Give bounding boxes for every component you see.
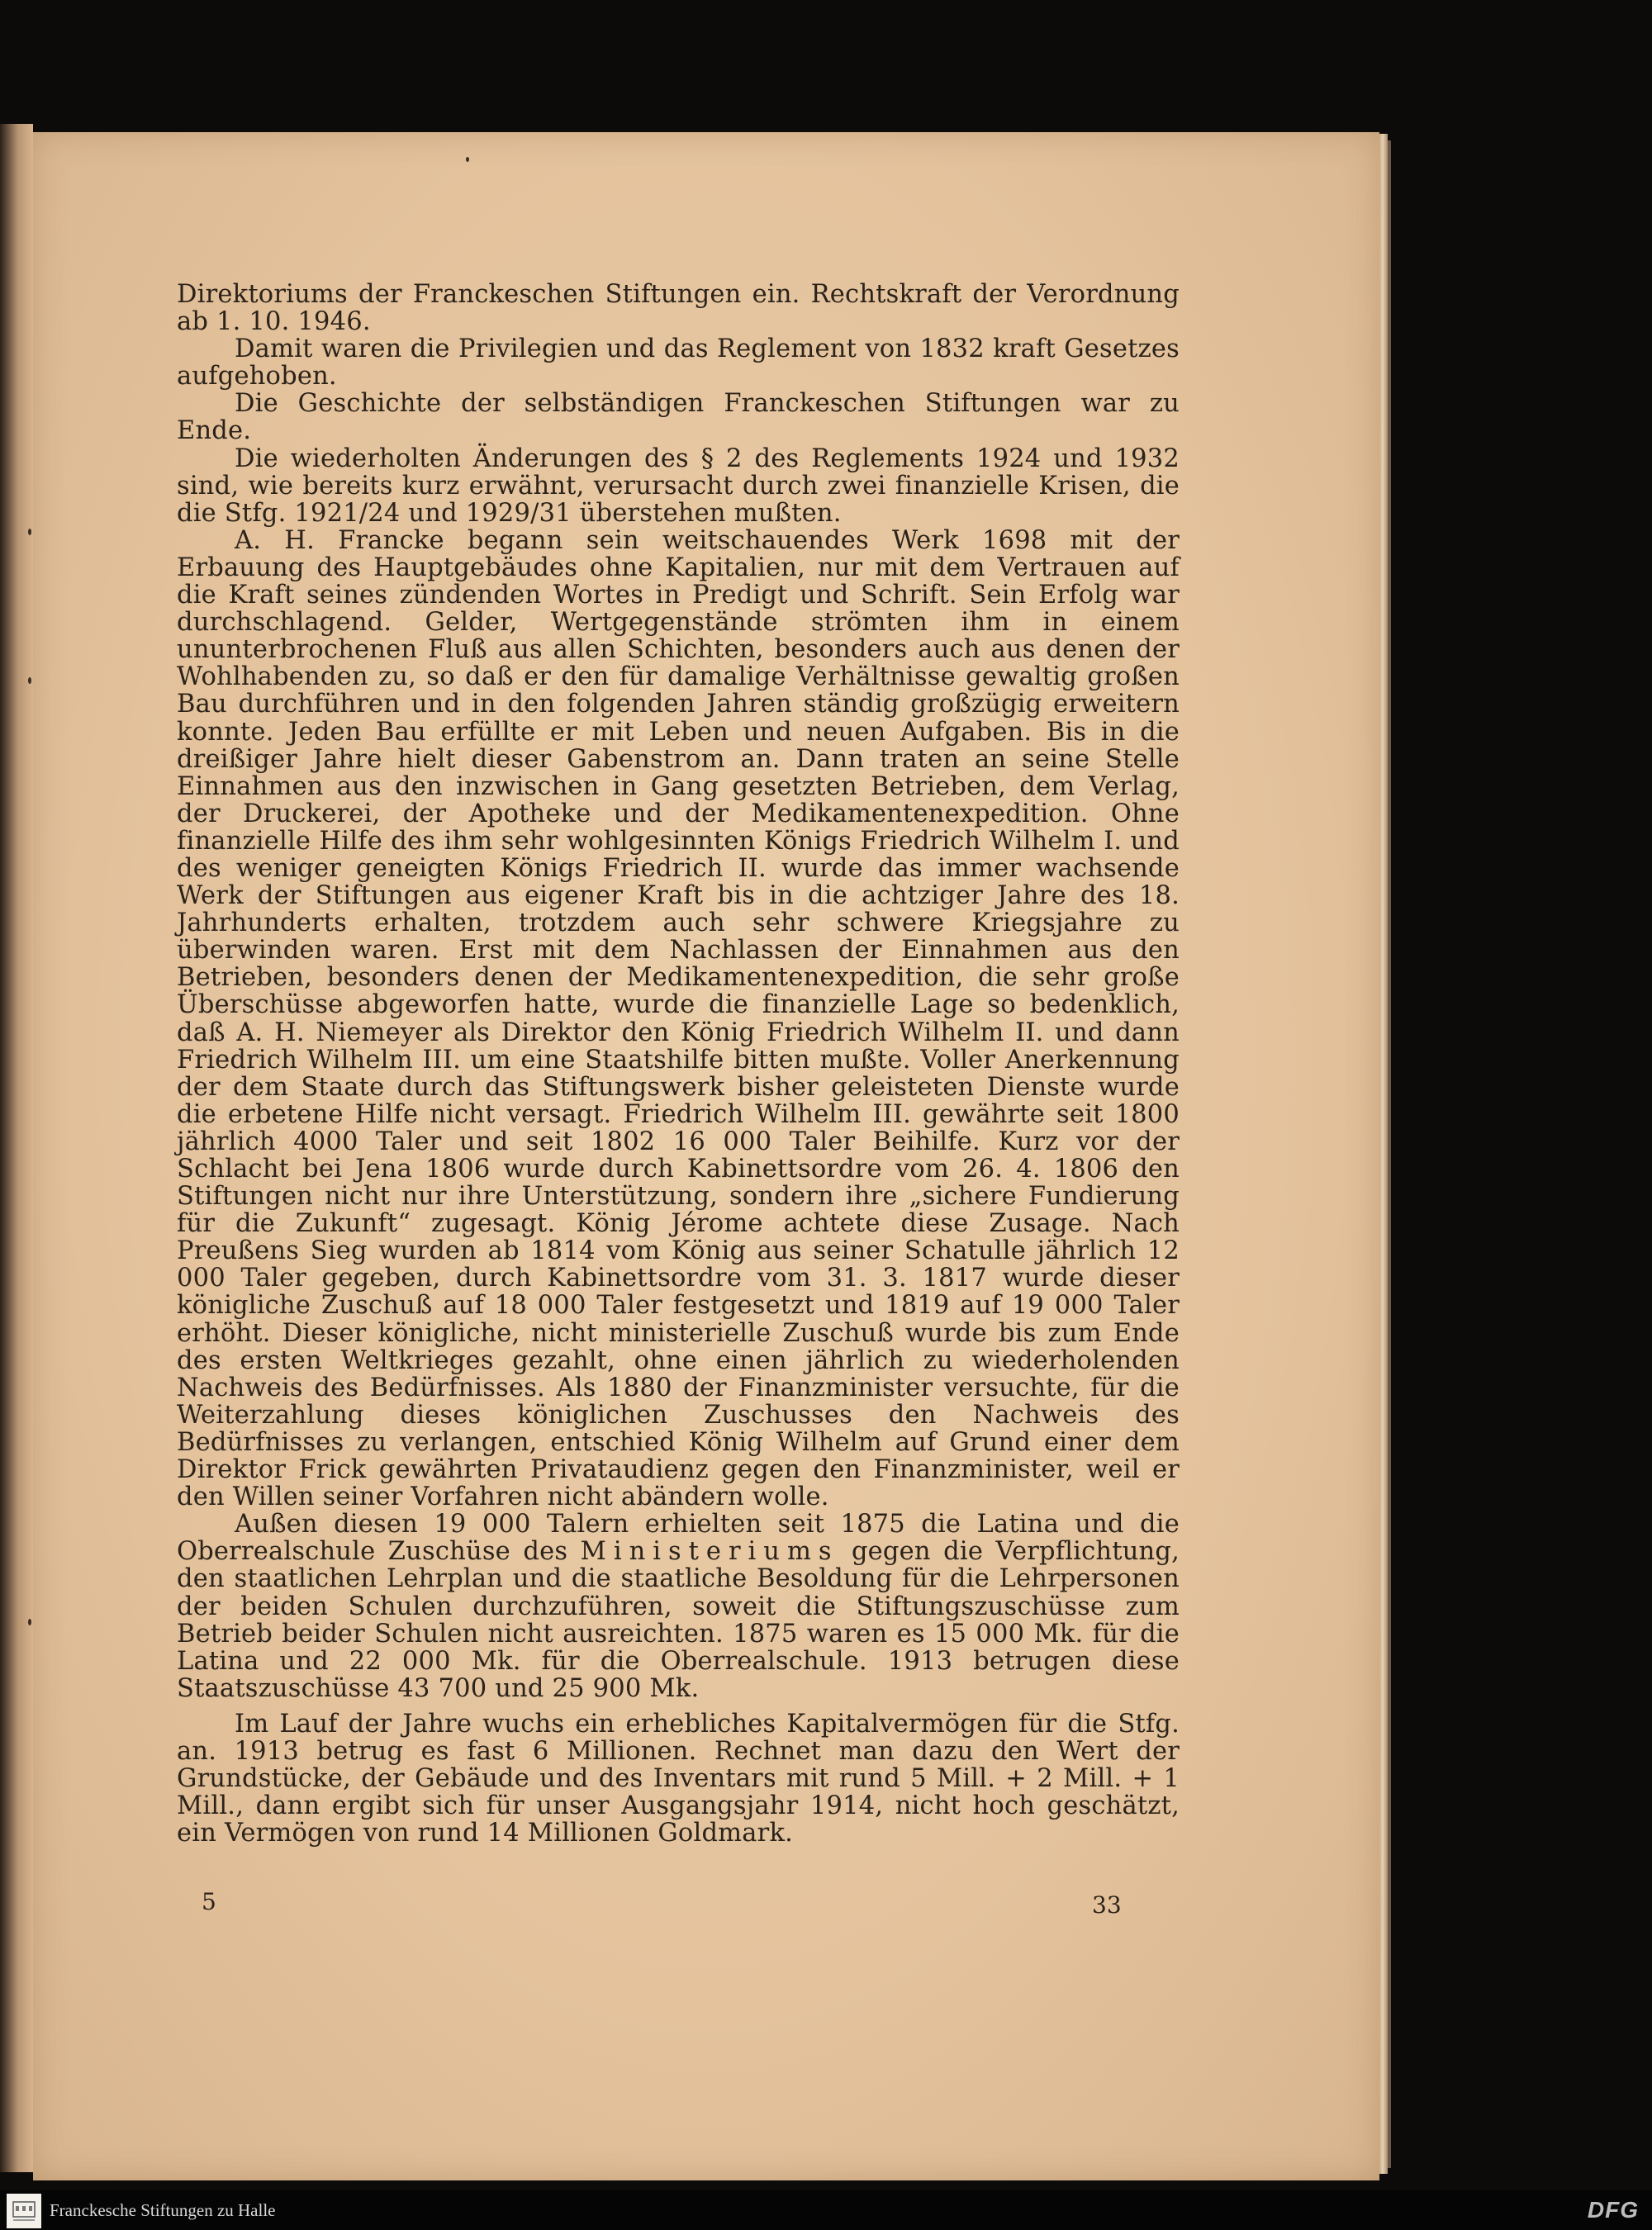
paper-speck [28,677,31,684]
paragraph-text: Außen diesen 19 000 Talern erhielten seit 1875 die Latina und die Oberrealschule Zuschüse des [177,1510,1180,1567]
institution-name[interactable]: Franckesche Stiftungen zu Halle [50,2200,276,2220]
body-text [177,281,1180,1847]
paragraph: Im Lauf der Jahre wuchs ein erhebliches Kapitalvermögen für die Stfg. an. 1913 betrug es fast 6 Millionen. Rechnet man dazu den Wert der Grundstücke, der Gebäude und des Inventars mit rund 5 Mill. + 2 Mill. + 1 Mill., dann ergibt sich für unser Ausgangsjahr 1914, nicht hoch geschätzt, ein Vermögen von rund 14 Millionen Goldmark. [177,1709,1180,1848]
franckesche-stiftungen-logo-icon[interactable] [7,2194,41,2228]
viewer-footer-bar [0,2190,1652,2230]
paragraph: Damit waren die Privilegien und das Reglement von 1832 kraft Gesetzes aufgehoben. [177,334,1180,391]
paper-speck [28,529,31,535]
signature-mark: 5 [202,1888,216,1915]
page-edge-shadow [1388,140,1391,2168]
paragraph-text: gegen die Verpflichtung, den staatlichen Lehrplan und die staatliche Besoldung für die Lehrpersonen der beiden Schulen durchzuführen, soweit die Stiftungszuschüsse zum Betrieb beider Schulen nicht ausreichten. 1875 waren es 15 000 Mk. für die Latina und 22 000 Mk. für die Oberrealschule. 1913 betrugen diese Staatszuschüsse 43 700 und 25 900 Mk. [177,1537,1180,1703]
dfg-logo[interactable]: DFG [1587,2197,1639,2223]
book-spine [0,124,33,2172]
paragraph-schools [177,1511,1180,1702]
paragraph: Die Geschichte der selbständigen Franckeschen Stiftungen war zu Ende. [177,389,1180,446]
emphasized-word: Ministeriums [580,1537,839,1567]
paragraph: Direktoriums der Franckeschen Stiftungen ein. Rechtskraft der Verordnung ab 1. 10. 1946. [177,280,1180,337]
paper-speck [28,1619,31,1625]
paragraph: A. H. Francke begann sein weitschauendes Werk 1698 mit der Erbauung des Hauptgebäudes ohne Kapitalien, nur mit dem Vertrauen auf die Kraft seines zündenden Wortes in Predigt und Schrift. Sein Erfolg war durchschlagend. Gelder, Wertgegenstände strömten ihm in einem ununterbrochenen Fluß aus allen Schichten, besonders auch aus denen der Wohlhabenden zu, so daß er den für damalige Verhältnisse gewaltig großen Bau durchführen und in den folgenden Jahren ständig großzügig erweitern konnte. Jeden Bau erfüllte er mit Leben und neuen Aufgaben. Bis in die dreißiger Jahre hielt dieser Gabenstrom an. Dann traten an seine Stelle Einnahmen aus den inzwischen in Gang gesetzten Betrieben, dem Verlag, der Druckerei, der Apotheke und der Medikamentenexpedition. Ohne finanzielle Hilfe des ihm sehr wohlgesinnten Königs Friedrich Wilhelm I. und des weniger geneigten Königs Friedrich II. wurde das immer wachsende Werk der Stiftungen aus eigener Kraft bis in die achtziger Jahre des 18. Jahrhunderts erhalten, trotzdem auch sehr schwere Kriegsjahre zu überwinden waren. Erst mit dem Nachlassen der Einnahmen aus den Betrieben, besonders denen der Medikamentenexpedition, die sehr große Überschüsse abgeworfen hatte, wurde die finanzielle Lage so bedenklich, daß A. H. Niemeyer als Direktor den König Friedrich Wilhelm II. und dann Friedrich Wilhelm III. um eine Staatshilfe bitten mußte. Voller Anerkennung der dem Staate durch das Stiftungswerk bisher geleisteten Dienste wurde die erbetene Hilfe nicht versagt. Friedrich Wilhelm III. gewährte seit 1800 jährlich 4000 Taler und seit 1802 16 000 Taler Beihilfe. Kurz vor der Schlacht bei Jena 1806 wurde durch Kabinettsordre vom 26. 4. 1806 den Stiftungen nicht nur ihre Unterstützung, sondern ihre „sichere Fundierung für die Zukunft“ zugesagt. König Jérome achtete diese Zusage. Nach Preußens Sieg wurden ab 1814 vom König aus seiner Schatulle jährlich 12 000 Taler gegeben, durch Kabinettsordre vom 31. 3. 1817 wurde dieser königliche Zuschuß auf 18 000 Taler festgesetzt und 1819 auf 19 000 Taler erhöht. Dieser königliche, nicht ministerielle Zuschuß wurde bis zum Ende des ersten Weltkrieges gezahlt, ohne einen jährlich zu wiederholenden Nachweis des Bedürfnisses. Als 1880 der Finanzminister versuchte, für die Weiterzahlung dieses königlichen Zuschusses den Nachweis des Bedürfnisses zu verlangen, entschied König Wilhelm auf Grund einer dem Direktor Frick gewährten Privataudienz gegen den Finanzminister, weil er den Willen seiner Vorfahren nicht abändern wolle. [177,525,1180,1512]
paper-speck [466,157,469,162]
paragraph: Die wiederholten Änderungen des § 2 des Reglements 1924 und 1932 sind, wie bereits kurz erwähnt, verursacht durch zwei finanzielle Krisen, die die Stfg. 1921/24 und 1929/31 überstehen mußten. [177,444,1180,528]
page-number: 33 [1092,1891,1122,1919]
page-edge [1379,134,1388,2174]
